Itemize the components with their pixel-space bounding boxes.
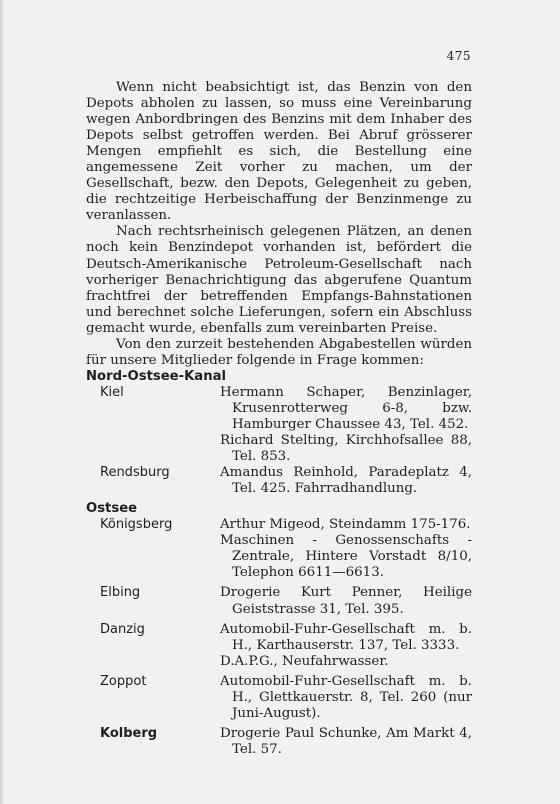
paragraph: Nach rechtsrheinisch gelegenen Plätzen, an denen noch kein Benzindepot vorhanden ist, befördert die Deutsch-Amerikanische Petroleum-Gesellschaft nach vorheriger Benachrichtigung das abgerufene Quantum frachtfrei der betreffenden Empfangs-Bahnstationen und berechnet solche Lieferungen, sofern ein Abschluss gemacht wurde, ebenfalls zum vereinbarten Preise.	[86, 224, 472, 336]
city-name: Kiel	[100, 384, 124, 400]
page-body	[86, 80, 472, 758]
depot-entry: D.A.P.G., Neufahrwasser.	[220, 653, 389, 669]
depot-entries	[220, 517, 472, 581]
city-name: Elbing	[100, 585, 141, 601]
depot-entry: Drogerie Kurt Penner, Heilige Geiststrasse 31, Tel. 395.	[220, 585, 472, 617]
depot-entry: Maschinen - Genossenschafts - Zentrale, Hintere Vorstadt 8/10, Telephon 6611—6613.	[220, 533, 472, 581]
depot-entry: Arthur Migeod, Steindamm 175-176.	[220, 517, 471, 533]
depot-entries	[220, 726, 472, 758]
depot-entries	[220, 465, 472, 497]
paragraph: Von den zurzeit bestehenden Abgabestellen würden für unsere Mitglieder folgende in Frage kommen:	[86, 336, 472, 368]
depot-row	[86, 726, 472, 758]
city-name: Königsberg	[100, 517, 173, 533]
city-name: Zoppot	[100, 673, 147, 689]
depot-row	[86, 517, 472, 581]
city-name: Rendsburg	[100, 465, 170, 481]
city-name: Danzig	[100, 621, 145, 637]
region-heading: Ostsee	[86, 501, 138, 517]
depot-entry: Automobil-Fuhr-Gesellschaft m. b. H., Karthauserstr. 137, Tel. 3333.	[220, 621, 472, 653]
depot-entries	[220, 674, 472, 722]
depot-entry: Hermann Schaper, Benzinlager, Krusenrotterweg 6-8, bzw. Hamburger Chaussee 43, Tel. 452.	[220, 384, 472, 432]
depot-entry: Automobil-Fuhr-Gesellschaft m. b. H., Glettkauerstr. 8, Tel. 260 (nur Juni-August).	[220, 673, 472, 721]
depot-row	[86, 674, 472, 722]
region-heading: Nord-Ostsee-Kanal	[86, 368, 227, 384]
depot-row	[86, 385, 472, 465]
paragraph: Wenn nicht beabsichtigt ist, das Benzin von den Depots abholen zu lassen, so muss eine Vereinbarung wegen Anbordbringen des Benzins mit dem Inhaber des Depots selbst getroffen werden. Bei Abruf grösserer Mengen empfiehlt es sich, die Bestellung eine angemessene Zeit vorher zu machen, um der Gesellschaft, bezw. den Depots, Gelegenheit zu geben, die rechtzeitige Herbeischaffung der Benzinmenge zu veranlassen.	[86, 80, 472, 224]
depot-entry: Amandus Reinhold, Paradeplatz 4, Tel. 425. Fahrradhandlung.	[220, 465, 472, 497]
depot-entries	[220, 385, 472, 465]
depot-row	[86, 465, 472, 497]
city-name: Kolberg	[100, 725, 158, 741]
depot-row	[86, 585, 472, 617]
depot-entry: Drogerie Paul Schunke, Am Markt 4, Tel. 57.	[220, 725, 472, 757]
depot-entries	[220, 622, 472, 670]
depot-row	[86, 622, 472, 670]
depot-entries	[220, 585, 472, 617]
depot-entry: Richard Stelting, Kirchhofsallee 88, Tel. 853.	[220, 433, 472, 465]
page-number: 475	[446, 49, 471, 63]
